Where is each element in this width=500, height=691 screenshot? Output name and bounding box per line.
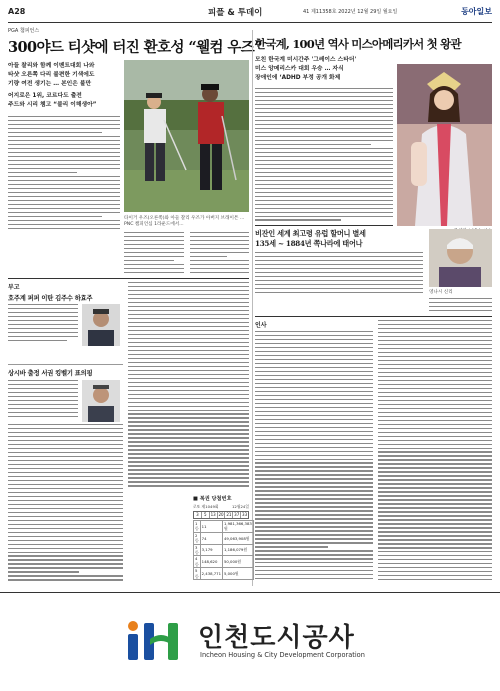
dateline: 41 제11358호 2022년 12월 29일 월요일: [303, 9, 398, 15]
elder-headline-line: 135세 ~ 1884년 쪽나라에 태어나: [255, 239, 363, 248]
second-story-headline: 상시바 출정 서권 킹벨기 표의핑: [8, 370, 93, 377]
lottery-prize-table: [193, 520, 254, 580]
elder-story-headline: [255, 229, 366, 249]
miss-america-subheads: [255, 56, 356, 83]
table-row: 1등 11 1,981,366,383원: [195, 521, 252, 532]
woods-body-col3: [190, 232, 249, 276]
woods-photo: [124, 60, 249, 212]
lottery-numbers: [193, 511, 249, 519]
lottery-draw: 로또 제1049회: [193, 504, 219, 509]
miss-subhead: 장애인에 ‘ADHD 부정 공개 화제: [255, 75, 341, 81]
section-rule: [8, 278, 249, 279]
second-story-body: [8, 380, 78, 420]
table-row: 4등 148,620 50,000원: [194, 556, 254, 568]
woods-headline: 300야드 티샷에 터진 환호성 “웰컴 우즈”: [8, 39, 262, 56]
advertiser-name: 인천도시공사: [198, 623, 355, 653]
lottery-number: 3: [194, 512, 202, 518]
lottery-number: 13: [210, 512, 216, 517]
table-row: 3등 3,179 1,186,079원: [194, 544, 254, 556]
header-rule: [8, 22, 492, 23]
second-story-body-cont: [8, 424, 123, 583]
page-number: A28: [8, 7, 26, 16]
miss-subhead: 미스 앙메리스카 대회 우승 … 자식: [255, 66, 344, 72]
woods-subhead: 주드와 시리 챔고 “블리 이해생아”: [8, 102, 97, 108]
column-divider: [252, 30, 253, 586]
woods-subheads: [8, 62, 120, 110]
ih-logo-icon: [124, 619, 186, 661]
obituary-body: [8, 304, 78, 344]
masthead: [8, 6, 492, 20]
lottery-bonus-number: 33: [242, 512, 248, 517]
elder-body: [255, 252, 423, 296]
appointments-col1: [255, 331, 373, 582]
woods-photo-caption: 타이거 우즈(오른쪽)와 아들 찰리 우즈가 아버지 브래이튼 ... PNC 챔피언십 1라운드에서...: [124, 216, 245, 227]
second-story-photo: [82, 380, 120, 422]
elder-photo: [429, 229, 492, 287]
woods-subhead: 타샷 오른쪽 다리 불편한 기색에도: [8, 72, 95, 78]
story-tag: PGA 챔피언스: [8, 28, 40, 34]
advertiser-english-name: Incheon Housing & City Development Corporation: [200, 651, 365, 659]
appointments-label: 인사: [255, 322, 267, 329]
woods-body-col2: [124, 232, 184, 276]
appointments-col2: [378, 320, 492, 583]
miss-america-photo: [397, 64, 492, 226]
woods-subhead: 기량 여전 생기는 … 본인은 불만: [8, 81, 92, 87]
appointments-list: [128, 282, 249, 489]
woods-subhead: 어지로은 1위, 코르다도 출전: [8, 93, 82, 99]
publication-name: 동아일보: [461, 7, 492, 16]
section-title: 피플 & 투데이: [208, 8, 263, 18]
miss-america-headline: 한국계, 100년 역사 미스아메리카서 첫 왕관: [255, 37, 461, 51]
lottery-title: ■ 복권 당첨번호: [193, 496, 232, 502]
lottery-date: 12월24일: [232, 504, 249, 509]
section-rule: [255, 225, 393, 226]
section-rule: [255, 316, 492, 317]
obituary-headline: 호주계 퍼퍼 이탄 김주수 하효주: [8, 295, 93, 302]
elder-headline-line: 비잔인 세계 최고령 유럽 할머니 별세: [255, 229, 366, 238]
miss-subhead: 모친 한국계 미시간주 '그레이스 스타더': [255, 57, 357, 63]
table-row: 2등 74 49,063,908원: [194, 532, 254, 544]
lottery-number: 37: [234, 512, 240, 517]
elder-photo-caption: 영나시 신리: [429, 290, 453, 295]
elder-body-cont: [429, 298, 492, 314]
lottery-box: [193, 495, 252, 580]
miss-body-col1: [255, 88, 393, 223]
lottery-number: 21: [226, 512, 232, 517]
obituary-label: 부고: [8, 284, 20, 291]
obituary-photo: [82, 304, 120, 346]
lottery-number: 20: [218, 512, 224, 517]
lottery-number: 5: [202, 512, 210, 518]
woods-subhead: 아들 찰리와 함께 이벤트대회 나와: [8, 63, 95, 69]
table-row: 5등 2,438,771 5,000원: [194, 568, 254, 580]
woods-body-col1: [8, 116, 120, 232]
